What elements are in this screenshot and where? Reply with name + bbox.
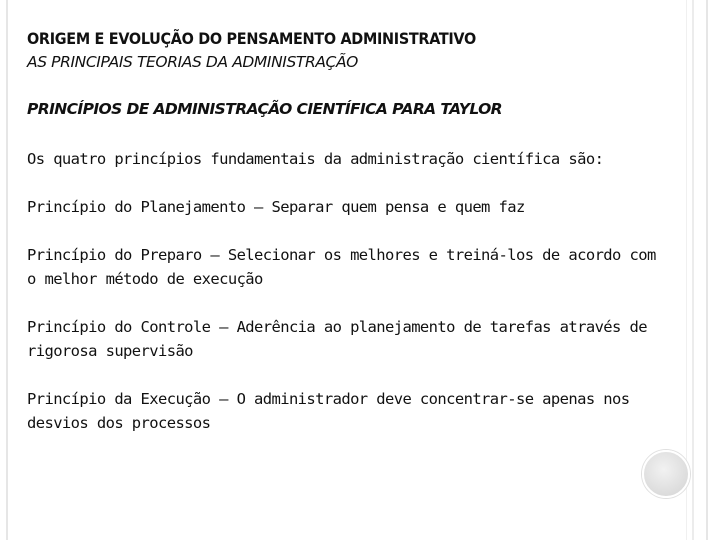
decorative-circle [642,450,690,498]
principle-execution: Princípio da Execução – O administrador deve concentrar-se apenas nos desvios dos processos [27,390,630,432]
section-heading: PRINCÍPIOS DE ADMINISTRAÇÃO CIENTÍFICA PARA TAYLOR [27,100,503,118]
intro-paragraph: Os quatro princípios fundamentais da administração científica são: [27,150,604,168]
right-border-inner-line [686,0,687,540]
slide-title: ORIGEM E EVOLUÇÃO DO PENSAMENTO ADMINISTRATIVO [27,29,476,48]
principle-preparation: Princípio do Preparo – Selecionar os melhores e treiná-los de acordo com o melhor método de execução [27,246,656,288]
slide-subtitle: AS PRINCIPAIS TEORIAS DA ADMINISTRAÇÃO [27,53,358,71]
right-border-outer-line [692,0,694,540]
principle-planning: Princípio do Planejamento – Separar quem pensa e quem faz [27,198,525,216]
principle-control: Princípio do Controle – Aderência ao planejamento de tarefas através de rigorosa supervisão [27,318,647,360]
